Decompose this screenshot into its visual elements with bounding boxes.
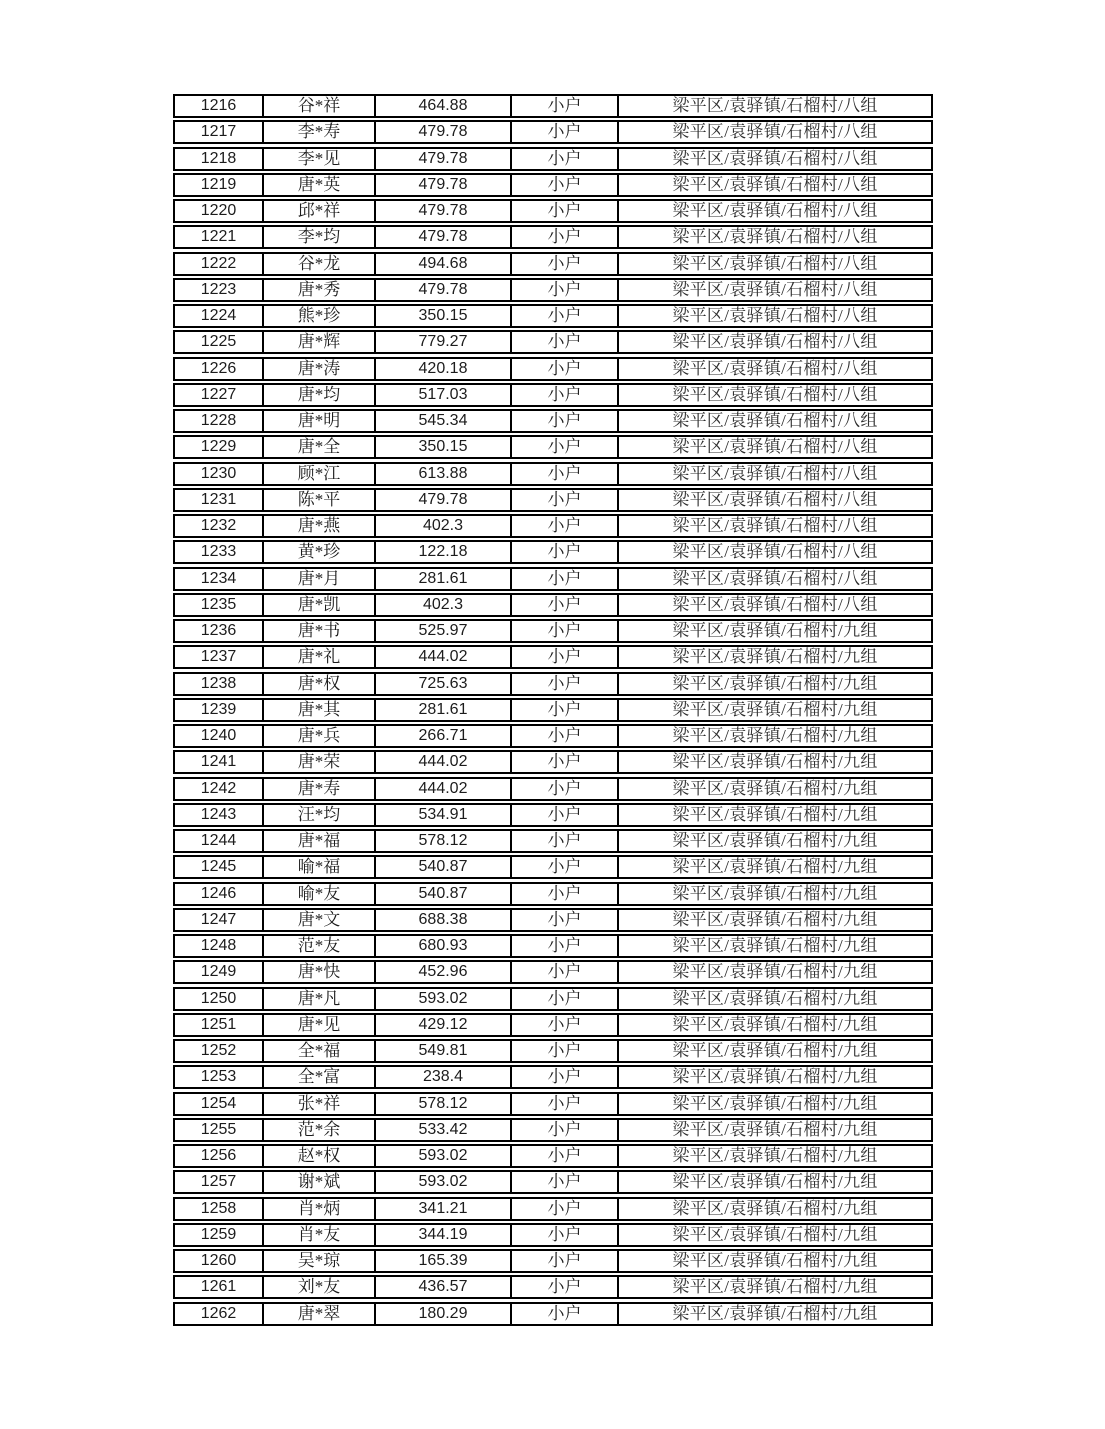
cell-amount: 540.87	[374, 884, 510, 904]
cell-name: 范*余	[262, 1120, 374, 1140]
cell-household-type: 小户	[510, 1277, 617, 1297]
cell-location: 梁平区/袁驿镇/石榴村/八组	[617, 201, 931, 221]
table-row	[173, 1144, 933, 1168]
cell-location: 梁平区/袁驿镇/石榴村/九组	[617, 726, 931, 746]
cell-household-type: 小户	[510, 1120, 617, 1140]
table-row	[173, 882, 933, 906]
table-row	[173, 1223, 933, 1247]
cell-household-type: 小户	[510, 831, 617, 851]
cell-name: 唐*涛	[262, 359, 374, 379]
table-row	[173, 1039, 933, 1063]
cell-id: 1220	[200, 202, 237, 219]
table-row	[173, 803, 933, 827]
cell-household-type: 小户	[510, 332, 617, 352]
cell-amount: 479.78	[374, 175, 510, 195]
cell-amount: 593.02	[374, 989, 510, 1009]
table-row	[173, 435, 933, 459]
table-row	[173, 330, 933, 354]
cell-location: 梁平区/袁驿镇/石榴村/九组	[617, 936, 931, 956]
cell-name: 唐*寿	[262, 779, 374, 799]
cell-id: 1217	[200, 123, 237, 141]
cell-id: 1238	[200, 674, 237, 692]
cell-location: 梁平区/袁驿镇/石榴村/八组	[617, 464, 931, 484]
cell-id: 1221	[200, 228, 237, 246]
cell-household-type: 小户	[510, 647, 617, 667]
cell-id: 1246	[200, 884, 237, 902]
cell-location: 梁平区/袁驿镇/石榴村/九组	[617, 752, 931, 772]
household-table	[173, 94, 933, 1328]
cell-location: 梁平区/袁驿镇/石榴村/九组	[617, 1172, 931, 1192]
cell-name: 吴*琼	[262, 1251, 374, 1271]
cell-amount: 344.19	[374, 1225, 510, 1245]
cell-id: 1230	[200, 464, 237, 482]
table-row	[173, 960, 933, 984]
cell-household-type: 小户	[510, 1094, 617, 1114]
cell-location: 梁平区/袁驿镇/石榴村/九组	[617, 1277, 931, 1297]
cell-location: 梁平区/袁驿镇/石榴村/八组	[617, 254, 931, 274]
cell-name: 刘*友	[262, 1277, 374, 1297]
cell-household-type: 小户	[510, 700, 617, 720]
cell-household-type: 小户	[510, 1199, 617, 1219]
cell-amount: 533.42	[374, 1120, 510, 1140]
cell-name: 顾*江	[262, 464, 374, 484]
cell-id: 1242	[200, 779, 237, 797]
cell-location: 梁平区/袁驿镇/石榴村/八组	[617, 175, 931, 195]
table-row	[173, 1197, 933, 1221]
cell-location: 梁平区/袁驿镇/石榴村/九组	[617, 989, 931, 1009]
table-row	[173, 1013, 933, 1037]
cell-id: 1251	[200, 1015, 237, 1033]
cell-name: 唐*英	[262, 175, 374, 195]
cell-household-type: 小户	[510, 411, 617, 431]
table-row	[173, 855, 933, 879]
table-row	[173, 147, 933, 171]
cell-location: 梁平区/袁驿镇/石榴村/九组	[617, 1015, 931, 1035]
cell-amount: 517.03	[374, 385, 510, 405]
cell-name: 肖*炳	[262, 1199, 374, 1219]
cell-location: 梁平区/袁驿镇/石榴村/八组	[617, 96, 931, 116]
cell-location: 梁平区/袁驿镇/石榴村/九组	[617, 1225, 931, 1245]
cell-location: 梁平区/袁驿镇/石榴村/九组	[617, 647, 931, 667]
cell-household-type: 小户	[510, 1304, 617, 1324]
cell-household-type: 小户	[510, 437, 617, 457]
cell-location: 梁平区/袁驿镇/石榴村/九组	[617, 621, 931, 641]
table-row	[173, 934, 933, 958]
cell-name: 黄*珍	[262, 542, 374, 562]
cell-id: 1245	[200, 858, 237, 876]
cell-name: 邱*祥	[262, 201, 374, 221]
cell-amount: 680.93	[374, 936, 510, 956]
table-row	[173, 829, 933, 853]
cell-id: 1262	[200, 1304, 237, 1322]
cell-name: 唐*权	[262, 674, 374, 694]
table-row	[173, 94, 933, 118]
cell-location: 梁平区/袁驿镇/石榴村/九组	[617, 1199, 931, 1219]
table-row	[173, 278, 933, 302]
cell-name: 谢*斌	[262, 1172, 374, 1192]
cell-name: 唐*其	[262, 700, 374, 720]
cell-name: 李*寿	[262, 122, 374, 142]
cell-amount: 122.18	[374, 542, 510, 562]
cell-name: 肖*友	[262, 1225, 374, 1245]
cell-location: 梁平区/袁驿镇/石榴村/八组	[617, 542, 931, 562]
cell-location: 梁平区/袁驿镇/石榴村/八组	[617, 122, 931, 142]
cell-household-type: 小户	[510, 779, 617, 799]
cell-location: 梁平区/袁驿镇/石榴村/八组	[617, 437, 931, 457]
cell-id: 1235	[200, 595, 237, 613]
cell-amount: 549.81	[374, 1041, 510, 1061]
cell-amount: 464.88	[374, 96, 510, 116]
cell-household-type: 小户	[510, 1225, 617, 1245]
cell-name: 李*见	[262, 149, 374, 169]
table-row	[173, 593, 933, 617]
cell-id: 1257	[200, 1173, 237, 1191]
cell-location: 梁平区/袁驿镇/石榴村/九组	[617, 700, 931, 720]
cell-amount: 436.57	[374, 1277, 510, 1297]
cell-name: 唐*凯	[262, 595, 374, 615]
cell-location: 梁平区/袁驿镇/石榴村/九组	[617, 1041, 931, 1061]
table-row	[173, 304, 933, 328]
table-row	[173, 409, 933, 433]
cell-id: 1252	[200, 1042, 237, 1059]
table-row	[173, 357, 933, 381]
cell-id: 1231	[200, 490, 237, 508]
cell-household-type: 小户	[510, 1251, 617, 1271]
table-row	[173, 645, 933, 669]
cell-amount: 725.63	[374, 674, 510, 694]
table-row	[173, 1302, 933, 1326]
cell-household-type: 小户	[510, 280, 617, 300]
cell-name: 赵*权	[262, 1146, 374, 1166]
table-row	[173, 1170, 933, 1194]
cell-id: 1259	[200, 1225, 237, 1243]
table-row	[173, 173, 933, 197]
cell-location: 梁平区/袁驿镇/石榴村/八组	[617, 149, 931, 169]
cell-amount: 525.97	[374, 621, 510, 641]
cell-name: 唐*月	[262, 569, 374, 589]
cell-location: 梁平区/袁驿镇/石榴村/八组	[617, 516, 931, 536]
cell-location: 梁平区/袁驿镇/石榴村/九组	[617, 1067, 931, 1087]
cell-household-type: 小户	[510, 306, 617, 326]
cell-name: 张*祥	[262, 1094, 374, 1114]
cell-name: 喻*福	[262, 857, 374, 877]
cell-location: 梁平区/袁驿镇/石榴村/八组	[617, 280, 931, 300]
cell-amount: 545.34	[374, 411, 510, 431]
cell-amount: 420.18	[374, 359, 510, 379]
cell-name: 陈*平	[262, 490, 374, 510]
cell-id: 1224	[200, 307, 237, 324]
cell-id: 1234	[200, 569, 237, 587]
cell-amount: 444.02	[374, 647, 510, 667]
cell-location: 梁平区/袁驿镇/石榴村/八组	[617, 595, 931, 615]
cell-household-type: 小户	[510, 910, 617, 930]
cell-name: 汪*均	[262, 805, 374, 825]
cell-name: 唐*快	[262, 962, 374, 982]
cell-id: 1219	[200, 175, 237, 193]
cell-id: 1241	[200, 753, 237, 771]
cell-amount: 479.78	[374, 122, 510, 142]
cell-household-type: 小户	[510, 805, 617, 825]
cell-amount: 593.02	[374, 1146, 510, 1166]
cell-household-type: 小户	[510, 359, 617, 379]
cell-household-type: 小户	[510, 989, 617, 1009]
cell-amount: 688.38	[374, 910, 510, 930]
cell-amount: 779.27	[374, 332, 510, 352]
cell-location: 梁平区/袁驿镇/石榴村/八组	[617, 306, 931, 326]
table-row	[173, 514, 933, 538]
cell-household-type: 小户	[510, 569, 617, 589]
table-row	[173, 462, 933, 486]
table-row	[173, 987, 933, 1011]
table-row	[173, 619, 933, 643]
cell-household-type: 小户	[510, 122, 617, 142]
cell-id: 1216	[200, 97, 237, 114]
cell-id: 1239	[200, 700, 237, 718]
cell-amount: 402.3	[374, 595, 510, 615]
cell-name: 李*均	[262, 227, 374, 247]
cell-location: 梁平区/袁驿镇/石榴村/九组	[617, 1094, 931, 1114]
cell-amount: 479.78	[374, 490, 510, 510]
table-row	[173, 488, 933, 512]
cell-name: 唐*翠	[262, 1304, 374, 1324]
cell-name: 唐*福	[262, 831, 374, 851]
cell-amount: 479.78	[374, 227, 510, 247]
cell-household-type: 小户	[510, 464, 617, 484]
cell-household-type: 小户	[510, 149, 617, 169]
cell-name: 全*福	[262, 1041, 374, 1061]
cell-amount: 238.4	[374, 1067, 510, 1087]
cell-household-type: 小户	[510, 490, 617, 510]
cell-household-type: 小户	[510, 175, 617, 195]
cell-location: 梁平区/袁驿镇/石榴村/九组	[617, 805, 931, 825]
cell-id: 1240	[200, 727, 237, 744]
table-row	[173, 1092, 933, 1116]
cell-location: 梁平区/袁驿镇/石榴村/八组	[617, 490, 931, 510]
cell-location: 梁平区/袁驿镇/石榴村/九组	[617, 779, 931, 799]
cell-household-type: 小户	[510, 254, 617, 274]
table-row	[173, 1065, 933, 1089]
table-row	[173, 1118, 933, 1142]
cell-name: 范*友	[262, 936, 374, 956]
cell-name: 唐*明	[262, 411, 374, 431]
cell-household-type: 小户	[510, 752, 617, 772]
cell-amount: 429.12	[374, 1015, 510, 1035]
table-row	[173, 252, 933, 276]
cell-household-type: 小户	[510, 542, 617, 562]
cell-name: 唐*书	[262, 621, 374, 641]
cell-id: 1254	[200, 1094, 237, 1112]
cell-location: 梁平区/袁驿镇/石榴村/九组	[617, 962, 931, 982]
table-row	[173, 777, 933, 801]
cell-id: 1247	[200, 910, 237, 928]
cell-id: 1260	[200, 1252, 237, 1269]
cell-household-type: 小户	[510, 1146, 617, 1166]
cell-name: 唐*礼	[262, 647, 374, 667]
cell-id: 1248	[200, 937, 237, 954]
cell-id: 1222	[200, 254, 237, 272]
cell-household-type: 小户	[510, 674, 617, 694]
cell-name: 唐*文	[262, 910, 374, 930]
cell-id: 1227	[200, 385, 237, 403]
cell-amount: 534.91	[374, 805, 510, 825]
table-row	[173, 225, 933, 249]
cell-amount: 540.87	[374, 857, 510, 877]
cell-id: 1237	[200, 648, 237, 666]
cell-amount: 402.3	[374, 516, 510, 536]
cell-id: 1243	[200, 805, 237, 823]
cell-name: 谷*龙	[262, 254, 374, 274]
cell-location: 梁平区/袁驿镇/石榴村/九组	[617, 857, 931, 877]
cell-amount: 281.61	[374, 700, 510, 720]
cell-amount: 613.88	[374, 464, 510, 484]
cell-amount: 479.78	[374, 280, 510, 300]
cell-location: 梁平区/袁驿镇/石榴村/八组	[617, 385, 931, 405]
cell-location: 梁平区/袁驿镇/石榴村/八组	[617, 359, 931, 379]
cell-location: 梁平区/袁驿镇/石榴村/九组	[617, 1251, 931, 1271]
cell-amount: 350.15	[374, 306, 510, 326]
cell-household-type: 小户	[510, 884, 617, 904]
cell-location: 梁平区/袁驿镇/石榴村/九组	[617, 674, 931, 694]
cell-name: 谷*祥	[262, 96, 374, 116]
cell-id: 1225	[200, 333, 237, 351]
cell-id: 1218	[200, 149, 237, 167]
cell-name: 唐*秀	[262, 280, 374, 300]
cell-amount: 593.02	[374, 1172, 510, 1192]
cell-household-type: 小户	[510, 516, 617, 536]
table-row	[173, 199, 933, 223]
table-row	[173, 698, 933, 722]
cell-location: 梁平区/袁驿镇/石榴村/八组	[617, 332, 931, 352]
cell-name: 唐*凡	[262, 989, 374, 1009]
table-row	[173, 908, 933, 932]
cell-name: 唐*燕	[262, 516, 374, 536]
cell-amount: 341.21	[374, 1199, 510, 1219]
cell-location: 梁平区/袁驿镇/石榴村/九组	[617, 910, 931, 930]
cell-id: 1236	[200, 622, 237, 639]
cell-amount: 578.12	[374, 1094, 510, 1114]
cell-id: 1250	[200, 989, 237, 1007]
cell-amount: 479.78	[374, 201, 510, 221]
cell-id: 1249	[200, 963, 237, 981]
cell-household-type: 小户	[510, 201, 617, 221]
cell-household-type: 小户	[510, 857, 617, 877]
cell-id: 1223	[200, 280, 237, 298]
cell-location: 梁平区/袁驿镇/石榴村/九组	[617, 1146, 931, 1166]
cell-household-type: 小户	[510, 726, 617, 746]
cell-name: 喻*友	[262, 884, 374, 904]
cell-household-type: 小户	[510, 1172, 617, 1192]
table-row	[173, 1249, 933, 1273]
cell-id: 1228	[200, 412, 237, 429]
cell-household-type: 小户	[510, 385, 617, 405]
cell-location: 梁平区/袁驿镇/石榴村/九组	[617, 831, 931, 851]
cell-location: 梁平区/袁驿镇/石榴村/八组	[617, 569, 931, 589]
cell-name: 唐*见	[262, 1015, 374, 1035]
cell-amount: 444.02	[374, 752, 510, 772]
cell-amount: 281.61	[374, 569, 510, 589]
cell-name: 唐*均	[262, 385, 374, 405]
cell-id: 1258	[200, 1199, 237, 1217]
table-row	[173, 1275, 933, 1299]
cell-household-type: 小户	[510, 962, 617, 982]
cell-amount: 180.29	[374, 1304, 510, 1324]
cell-amount: 578.12	[374, 831, 510, 851]
table-row	[173, 567, 933, 591]
cell-amount: 350.15	[374, 437, 510, 457]
cell-name: 全*富	[262, 1067, 374, 1087]
cell-household-type: 小户	[510, 96, 617, 116]
cell-name: 唐*辉	[262, 332, 374, 352]
cell-household-type: 小户	[510, 1041, 617, 1061]
cell-id: 1255	[200, 1120, 237, 1138]
table-row	[173, 724, 933, 748]
table-row	[173, 540, 933, 564]
cell-household-type: 小户	[510, 1015, 617, 1035]
table-row	[173, 750, 933, 774]
cell-name: 熊*珍	[262, 306, 374, 326]
cell-location: 梁平区/袁驿镇/石榴村/九组	[617, 884, 931, 904]
cell-id: 1253	[200, 1068, 237, 1086]
cell-id: 1233	[200, 543, 237, 561]
cell-amount: 494.68	[374, 254, 510, 274]
cell-amount: 452.96	[374, 962, 510, 982]
cell-household-type: 小户	[510, 1067, 617, 1087]
cell-id: 1256	[200, 1147, 237, 1164]
table-row	[173, 120, 933, 144]
cell-id: 1226	[200, 359, 237, 377]
cell-name: 唐*荣	[262, 752, 374, 772]
cell-household-type: 小户	[510, 227, 617, 247]
cell-id: 1229	[200, 438, 237, 456]
cell-location: 梁平区/袁驿镇/石榴村/八组	[617, 411, 931, 431]
table-row	[173, 383, 933, 407]
cell-household-type: 小户	[510, 595, 617, 615]
cell-amount: 444.02	[374, 779, 510, 799]
cell-location: 梁平区/袁驿镇/石榴村/九组	[617, 1304, 931, 1324]
cell-amount: 266.71	[374, 726, 510, 746]
cell-id: 1232	[200, 517, 237, 534]
cell-household-type: 小户	[510, 936, 617, 956]
cell-location: 梁平区/袁驿镇/石榴村/九组	[617, 1120, 931, 1140]
cell-household-type: 小户	[510, 621, 617, 641]
table-row	[173, 672, 933, 696]
cell-name: 唐*全	[262, 437, 374, 457]
cell-id: 1261	[200, 1278, 237, 1296]
cell-id: 1244	[200, 832, 237, 849]
cell-amount: 479.78	[374, 149, 510, 169]
cell-amount: 165.39	[374, 1251, 510, 1271]
cell-location: 梁平区/袁驿镇/石榴村/八组	[617, 227, 931, 247]
cell-name: 唐*兵	[262, 726, 374, 746]
